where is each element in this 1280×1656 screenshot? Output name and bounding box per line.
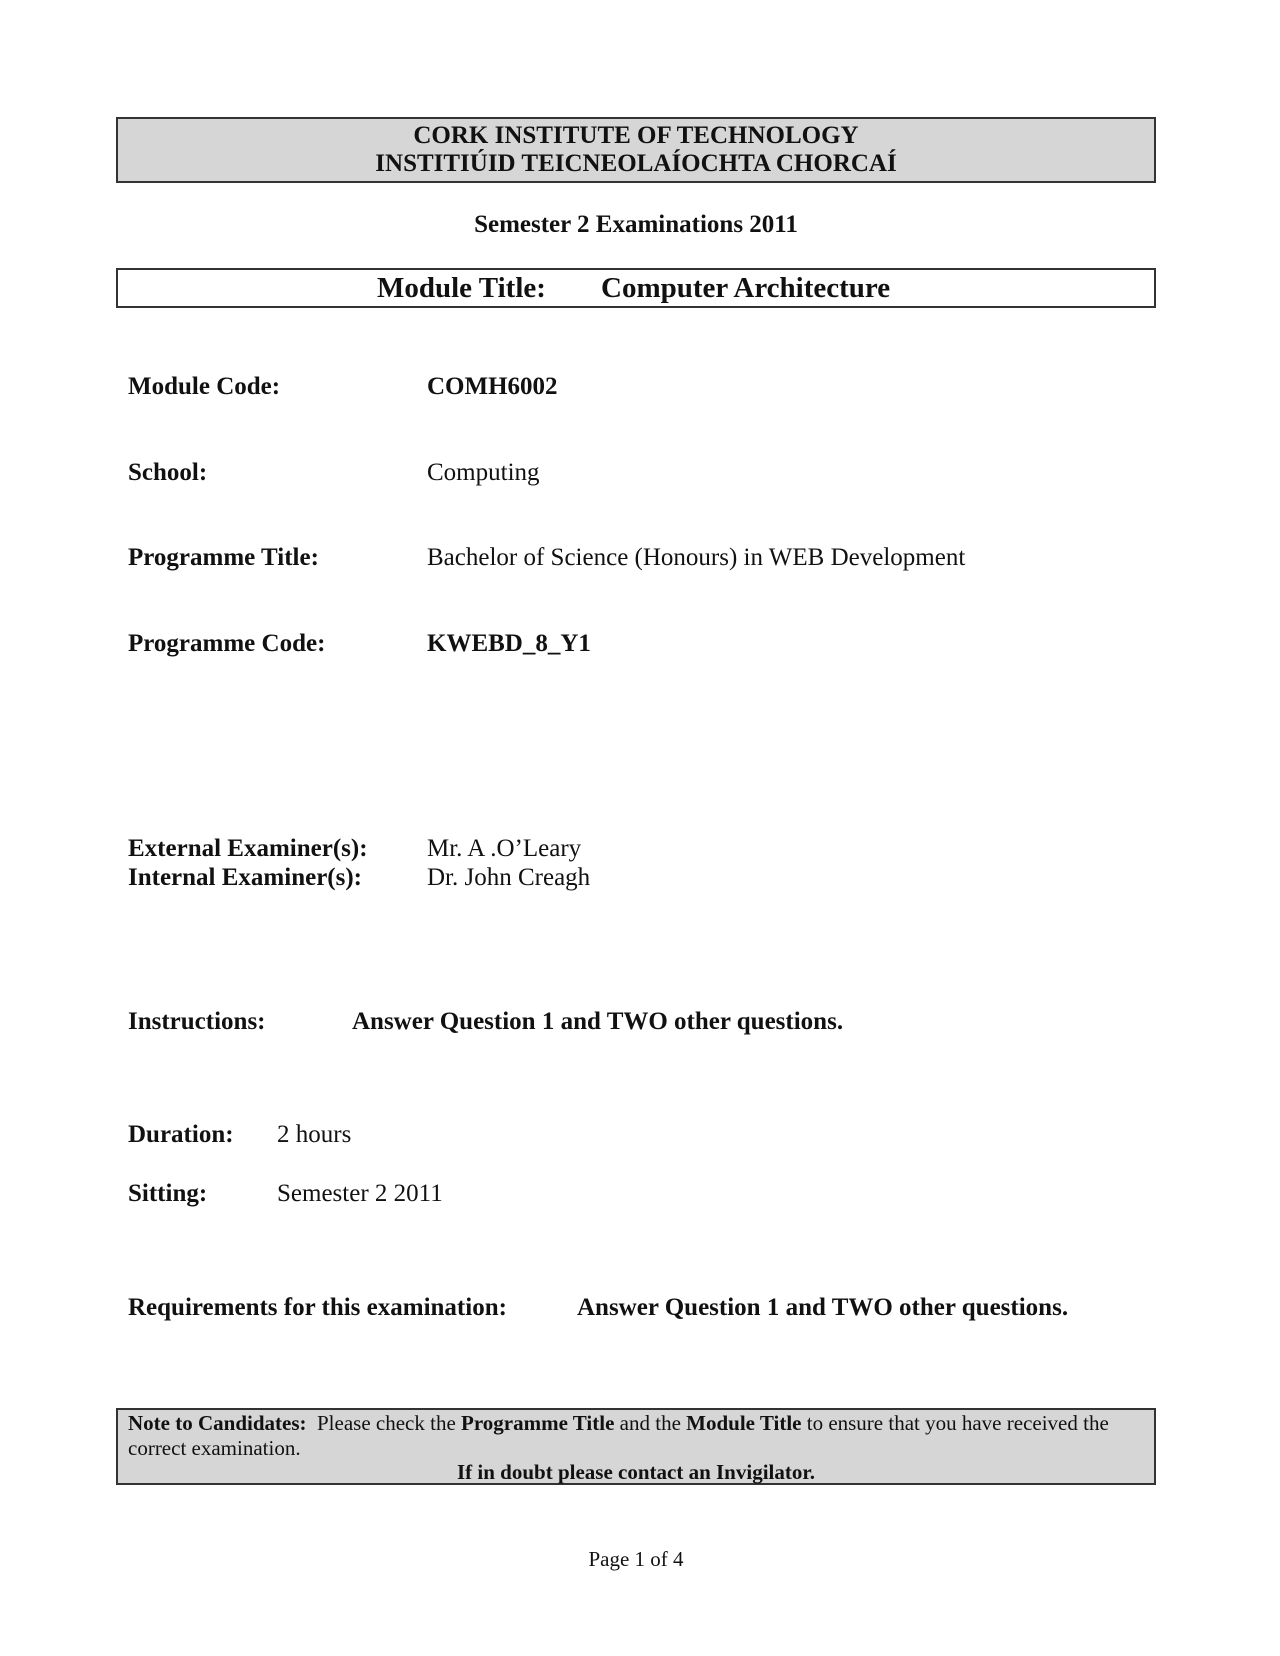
instructions-value: Answer Question 1 and TWO other questions. (352, 1008, 844, 1035)
note-text: to ensure that you have received the (806, 1411, 1109, 1435)
page-number: Page 1 of 4 (588, 1547, 684, 1571)
instructions-label: Instructions: (128, 1008, 266, 1035)
programme-code-value: KWEBD_8_Y1 (427, 630, 591, 657)
school-value: Computing (427, 459, 540, 486)
programme-code-label: Programme Code: (128, 630, 326, 657)
note-line-2: correct examination. (128, 1436, 301, 1460)
module-title-label: Module Title: (377, 272, 546, 304)
requirements-value: Answer Question 1 and TWO other questions. (577, 1294, 1069, 1321)
note-line-1 (128, 1413, 1109, 1434)
module-code-value: COMH6002 (427, 373, 558, 400)
institution-name-en: CORK INSTITUTE OF TECHNOLOGY (413, 122, 859, 149)
module-code-label: Module Code: (128, 373, 281, 400)
duration-value: 2 hours (277, 1121, 352, 1148)
sitting-value: Semester 2 2011 (277, 1180, 443, 1207)
note-module-title: Module Title (686, 1411, 802, 1435)
external-examiner-label: External Examiner(s): (128, 835, 368, 862)
internal-examiner-label: Internal Examiner(s): (128, 864, 362, 891)
requirements-label: Requirements for this examination: (128, 1294, 507, 1321)
programme-title-label: Programme Title: (128, 544, 319, 571)
school-label: School: (128, 459, 208, 486)
note-programme-title: Programme Title (461, 1411, 615, 1435)
note-text: Please check the (317, 1411, 456, 1435)
programme-title-value: Bachelor of Science (Honours) in WEB Development (427, 544, 966, 571)
sitting-label: Sitting: (128, 1180, 208, 1207)
exam-session: Semester 2 Examinations 2011 (474, 211, 798, 238)
internal-examiner-value: Dr. John Creagh (427, 864, 591, 891)
institution-name-ga: INSTITIÚID TEICNEOLAÍOCHTA CHORCAÍ (375, 150, 897, 177)
duration-label: Duration: (128, 1121, 234, 1148)
note-text: and the (619, 1411, 681, 1435)
external-examiner-value: Mr. A .O’Leary (427, 835, 582, 862)
note-label: Note to Candidates: (128, 1411, 307, 1435)
note-invigilator: If in doubt please contact an Invigilator. (456, 1460, 815, 1484)
module-title-value: Computer Architecture (601, 272, 891, 304)
